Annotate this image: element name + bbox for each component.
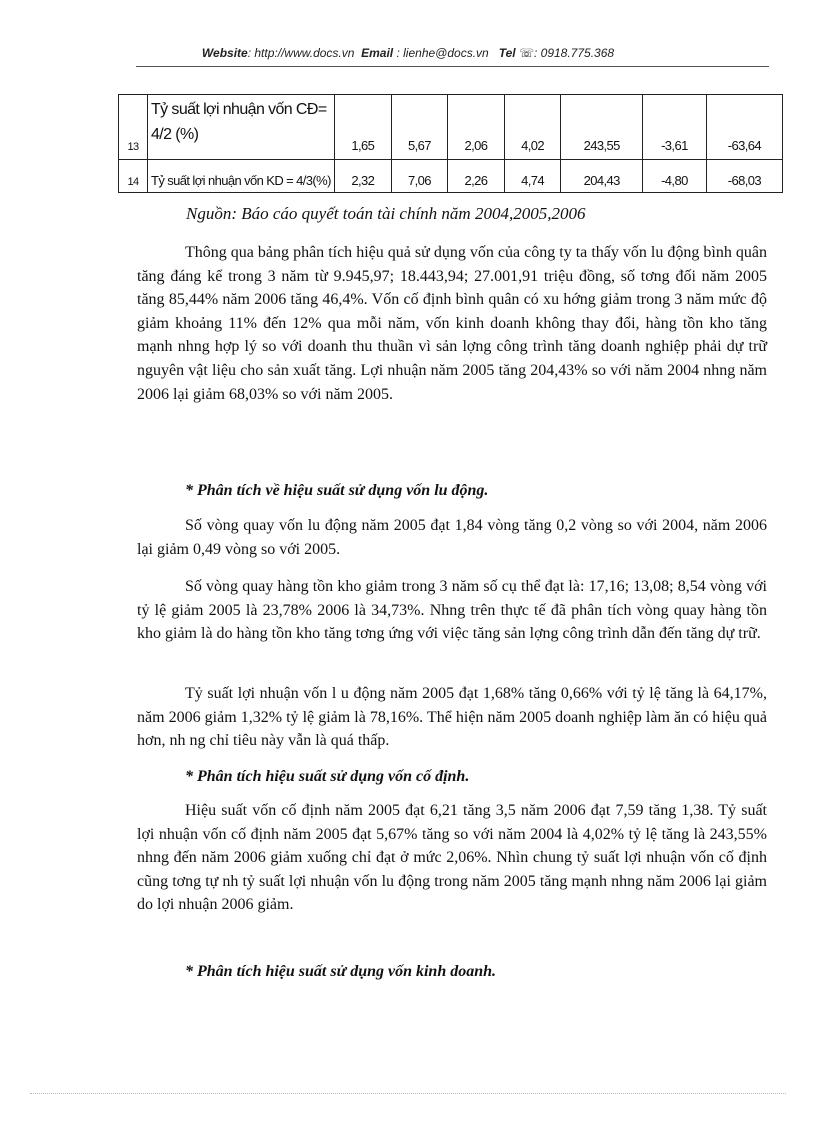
table-cell: 204,43 <box>561 160 643 193</box>
row-index: 14 <box>119 160 148 193</box>
website-url[interactable]: : http://www.docs.vn <box>247 46 355 60</box>
phone-icon: ☏ <box>518 46 534 60</box>
table-row <box>119 160 783 193</box>
table-cell: 4,02 <box>504 95 561 160</box>
paragraph-inventory-turnover: Số vòng quay hàng tồn kho giảm trong 3 năm số cụ thể đạt là: 17,16; 13,08; 8,54 vòng với tỷ lệ giảm 2005 là 23,78% 2006 là 34,73%. Nhng trên thực tế đã phân tích vòng quay hàng tồn kho giảm là do hàng tồn kho tăng tơng ứng với việc tăng sản lợng công trình dẫn đến tăng dự trữ. <box>137 578 767 643</box>
heading-fixed-capital: * Phân tích hiệu suất sử dụng vốn cố định. <box>185 768 470 785</box>
table-cell: -3,61 <box>643 95 707 160</box>
website-label: Website <box>201 46 248 60</box>
table-cell: 2,26 <box>448 160 505 193</box>
row-label: Tỷ suất lợi nhuận vốn KD = 4/3(%) <box>148 160 335 193</box>
heading-working-capital: * Phân tích về hiệu suất sử dụng vốn lu động. <box>185 482 489 499</box>
page-header <box>0 46 816 60</box>
footer-divider <box>30 1093 786 1094</box>
header-divider <box>136 66 769 67</box>
table-cell: -63,64 <box>706 95 782 160</box>
paragraph-working-capital-profit: Tỷ suất lợi nhuận vốn l u động năm 2005 đạt 1,68% tăng 0,66% với tỷ lệ tăng là 64,17%, năm 2006 giảm 1,32% tỷ lệ giảm là 78,16%. Thể hiện năm 2005 doanh nghiệp làm ăn có hiệu quả hơn, nh ng chỉ tiêu này vẫn là quá thấp. <box>137 685 767 750</box>
table-cell: 2,06 <box>448 95 505 160</box>
heading-business-capital: * Phân tích hiệu suất sử dụng vốn kinh doanh. <box>185 963 497 980</box>
row-label: Tỷ suất lợi nhuận vốn CĐ= 4/2 (%) <box>148 95 335 160</box>
table-cell: 1,65 <box>335 95 392 160</box>
email-label: Email <box>361 46 394 60</box>
table-source-note: Nguồn: Báo cáo quyết toán tài chính năm 2004,2005,2006 <box>186 204 586 223</box>
tel-label: Tel <box>498 46 516 60</box>
table-row <box>119 95 783 160</box>
paragraph-fixed-capital: Hiệu suất vốn cố định năm 2005 đạt 6,21 tăng 3,5 năm 2006 đạt 7,59 tăng 1,38. Tỷ suất lợi nhuận vốn cố định năm 2005 đạt 5,67% tăng so với năm 2004 là 4,02% tỷ lệ tăng là 243,55% nhng đến năm 2006 giảm xuống chỉ đạt ở mức 2,06%. Nhìn chung tỷ suất lợi nhuận vốn cố định cũng tơng tự nh tỷ suất lợi nhuận vốn lu động trong năm 2005 tăng mạnh nhng năm 2006 lại giảm do lợi nhuận 2006 giảm. <box>137 802 767 914</box>
paragraph-working-capital-turnover: Số vòng quay vốn lu động năm 2005 đạt 1,84 vòng tăng 0,2 vòng so với 2004, năm 2006 lại giảm 0,49 vòng so với 2005. <box>137 517 767 558</box>
table-cell: 243,55 <box>561 95 643 160</box>
efficiency-table <box>118 94 783 193</box>
table-cell: 7,06 <box>391 160 448 193</box>
tel-number: : 0918.775.368 <box>533 46 615 60</box>
paragraph-overview: Thông qua bảng phân tích hiệu quả sử dụng vốn của công ty ta thấy vốn lu động bình quân tăng đáng kể trong 3 năm từ 9.945,97; 18.443,94; 27.001,91 triệu đồng, số tơng đối năm 2005 tăng 85,44% năm 2006 tăng 46,4%. Vốn cố định bình quân có xu hớng giảm trong 3 năm mức độ giảm khoảng 11% đến 12% qua mỗi năm, vốn kinh doanh không thay đổi, hàng tồn kho tăng mạnh nhng hợp lý so với doanh thu thuần vì sản lợng công trình tăng doanh nghiệp phải dự trữ nguyên vật liệu cho sản xuất tăng. Lợi nhuận năm 2005 tăng 204,43% so với năm 2004 nhng năm 2006 lại giảm 68,03% so với năm 2005. <box>137 244 767 403</box>
table-cell: -4,80 <box>643 160 707 193</box>
row-index: 13 <box>119 95 148 160</box>
table-cell: 2,32 <box>335 160 392 193</box>
email-address[interactable]: : lienhe@docs.vn <box>396 46 489 60</box>
table-cell: 5,67 <box>391 95 448 160</box>
table-cell: 4,74 <box>504 160 561 193</box>
table-cell: -68,03 <box>706 160 782 193</box>
